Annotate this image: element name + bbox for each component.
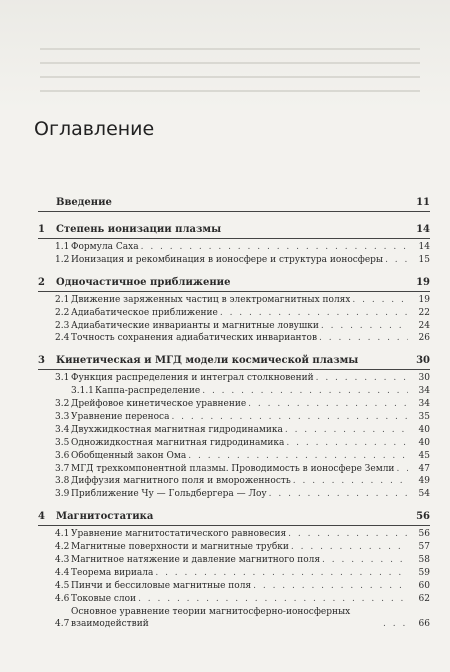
section-page: 40 [418, 424, 430, 435]
dot-leader [321, 320, 408, 333]
section-page: 47 [418, 463, 430, 474]
section-title: Магнитное натяжение и давление магнитного поля [71, 555, 321, 566]
section-title: Движение заряженных частиц в электромагнитных полях [71, 294, 351, 305]
section-title: Функция распределения и интеграл столкновений [71, 373, 314, 384]
chapter-heading[interactable] [38, 354, 430, 368]
section-number: 4.1 [55, 529, 70, 540]
section-page: 59 [418, 567, 430, 578]
chapter-title: Одночастичное приближение [56, 276, 231, 288]
dot-leader [138, 593, 408, 606]
section-number: 1.2 [55, 254, 70, 265]
chapter-rule [38, 369, 430, 370]
chapter-number: 1 [38, 224, 45, 235]
chapter-number: 2 [38, 276, 45, 288]
section-entry[interactable] [38, 424, 430, 437]
chapter-heading[interactable] [38, 196, 430, 210]
section-number: 4.3 [55, 555, 70, 566]
dot-leader [352, 294, 408, 307]
section-number: 4.5 [55, 580, 70, 591]
section-entry[interactable] [38, 593, 430, 606]
section-title: Адиабатические инварианты и магнитные ловушки [71, 320, 319, 331]
section-entry[interactable] [38, 398, 430, 411]
section-number: 4.6 [55, 593, 70, 604]
bleed-line [40, 48, 420, 50]
section-page: 14 [418, 242, 430, 252]
page-title: Оглавление [34, 118, 155, 140]
chapter-title: Магнитостатика [56, 511, 154, 523]
dot-leader [269, 488, 408, 501]
dot-leader [253, 580, 408, 593]
section-number: 4.2 [55, 542, 70, 553]
chapter-rule [38, 238, 430, 239]
table-of-contents [38, 196, 430, 640]
show-through-background [0, 0, 450, 110]
section-entry[interactable] [38, 320, 430, 333]
section-page: 26 [418, 333, 430, 344]
section-title: Каппа-распределение [95, 386, 201, 397]
section-title: Дрейфовое кинетическое уравнение [71, 399, 247, 410]
section-title: Токовые слои [71, 593, 137, 604]
chapter-title: Кинетическая и МГД модели космической плазмы [56, 355, 359, 367]
chapter-rule [38, 291, 430, 292]
section-number: 4.7 [55, 618, 70, 629]
dot-leader [383, 618, 408, 631]
chapter-number: 4 [38, 511, 45, 523]
section-title: Ионизация и рекомбинация в ионосфере и структура ионосферы [71, 254, 384, 265]
chapter-heading[interactable] [38, 510, 430, 524]
section-number: 2.2 [55, 307, 70, 318]
chapter-gap [38, 267, 430, 276]
section-entry[interactable] [38, 411, 430, 424]
chapter-title: Введение [56, 197, 112, 208]
section-entry[interactable] [38, 372, 430, 385]
section-page: 56 [418, 529, 430, 540]
section-number: 3.1.1 [71, 386, 94, 397]
section-entry[interactable] [38, 294, 430, 307]
dot-leader [285, 424, 408, 437]
section-page: 34 [418, 386, 430, 397]
section-page: 34 [418, 399, 430, 410]
chapter-gap [38, 345, 430, 354]
dot-leader [291, 541, 408, 554]
section-number: 2.1 [55, 294, 70, 305]
section-title: Магнитные поверхности и магнитные трубки [71, 542, 289, 553]
section-title: Теорема вириала [71, 567, 154, 578]
section-title: Основное уравнение теории магнитосферно-ионосферных взаимодействий [71, 606, 351, 630]
section-page: 49 [418, 476, 430, 487]
section-title: Адиабатическое приближение [71, 307, 218, 318]
section-number: 4.4 [55, 567, 70, 578]
section-title: Уравнение переноса [71, 412, 170, 423]
bleed-line [40, 76, 420, 78]
dot-leader [202, 385, 408, 398]
section-entry[interactable] [38, 307, 430, 320]
section-page: 66 [418, 618, 430, 629]
section-page: 24 [418, 320, 430, 331]
section-number: 3.3 [55, 412, 70, 423]
dot-leader [171, 411, 408, 424]
section-number: 3.5 [55, 437, 70, 448]
section-page: 45 [418, 450, 430, 461]
section-page: 62 [418, 593, 430, 604]
section-entry[interactable] [38, 606, 430, 631]
section-title: Двухжидкостная магнитная гидродинамика [71, 424, 283, 435]
section-entry[interactable] [38, 488, 430, 501]
dot-leader [141, 241, 408, 254]
section-number: 2.3 [55, 320, 70, 331]
section-title: Пинчи и бессиловые магнитные поля [71, 580, 252, 591]
section-page: 54 [418, 489, 430, 500]
chapter-page: 11 [416, 197, 430, 208]
section-title: Одножидкостная магнитная гидродинамика [71, 437, 285, 448]
chapter-rule [38, 211, 430, 212]
chapter-page: 14 [416, 224, 430, 235]
section-title: Обобщенный закон Ома [71, 450, 187, 461]
chapter-heading[interactable] [38, 223, 430, 237]
dot-leader [293, 475, 408, 488]
section-entry[interactable] [38, 463, 430, 476]
section-entry[interactable] [38, 475, 430, 488]
section-number: 3.6 [55, 450, 70, 461]
section-entry[interactable] [38, 241, 430, 254]
dot-leader [316, 372, 408, 385]
dot-leader [188, 450, 408, 463]
section-entry[interactable] [38, 580, 430, 593]
section-entry[interactable] [38, 332, 430, 345]
section-entry[interactable] [38, 254, 430, 267]
section-title: Приближение Чу — Гольдбергера — Лоу [71, 489, 267, 500]
section-title: Точность сохранения адиабатических инвариантов [71, 333, 318, 344]
section-entry[interactable] [38, 450, 430, 463]
section-page: 19 [418, 294, 430, 305]
section-entry[interactable] [38, 437, 430, 450]
dot-leader [248, 398, 408, 411]
chapter-gap [38, 501, 430, 510]
section-page: 35 [418, 412, 430, 423]
chapter-title: Степень ионизации плазмы [56, 224, 222, 235]
section-title: Уравнение магнитостатического равновесия [71, 529, 287, 540]
chapter-number: 3 [38, 355, 45, 367]
section-entry[interactable] [38, 567, 430, 580]
dot-leader [286, 437, 408, 450]
dot-leader [322, 554, 408, 567]
bleed-line [40, 90, 420, 92]
chapter-page: 30 [416, 355, 430, 367]
section-page: 58 [418, 555, 430, 566]
section-page: 57 [418, 542, 430, 553]
section-entry[interactable] [38, 554, 430, 567]
section-entry[interactable] [38, 541, 430, 554]
section-page: 40 [418, 437, 430, 448]
section-number: 3.8 [55, 476, 70, 487]
section-page: 30 [418, 373, 430, 384]
section-number: 3.9 [55, 489, 70, 500]
section-number: 3.2 [55, 399, 70, 410]
dot-leader [319, 332, 408, 345]
dot-leader [396, 463, 408, 476]
dot-leader [220, 307, 408, 320]
dot-leader [288, 528, 408, 541]
section-entry[interactable] [38, 528, 430, 541]
chapter-page: 19 [416, 276, 430, 288]
section-page: 60 [418, 580, 430, 591]
section-title: Диффузия магнитного поля и вмороженность [71, 476, 291, 487]
chapter-heading[interactable] [38, 276, 430, 290]
section-title: МГД трехкомпонентной плазмы. Проводимость в ионосфере Земли [71, 463, 395, 474]
chapter-gap [38, 214, 430, 223]
section-title: Формула Саха [71, 242, 139, 252]
section-number: 3.4 [55, 424, 70, 435]
section-number: 2.4 [55, 333, 70, 344]
section-number: 3.7 [55, 463, 70, 474]
bleed-line [40, 62, 420, 64]
section-number: 1.1 [55, 242, 70, 252]
chapter-gap [38, 631, 430, 640]
dot-leader [155, 567, 408, 580]
section-page: 22 [418, 307, 430, 318]
section-page: 15 [418, 254, 430, 265]
section-entry[interactable] [38, 385, 430, 398]
dot-leader [385, 254, 408, 267]
chapter-page: 56 [416, 511, 430, 523]
section-number: 3.1 [55, 373, 70, 384]
chapter-rule [38, 525, 430, 526]
